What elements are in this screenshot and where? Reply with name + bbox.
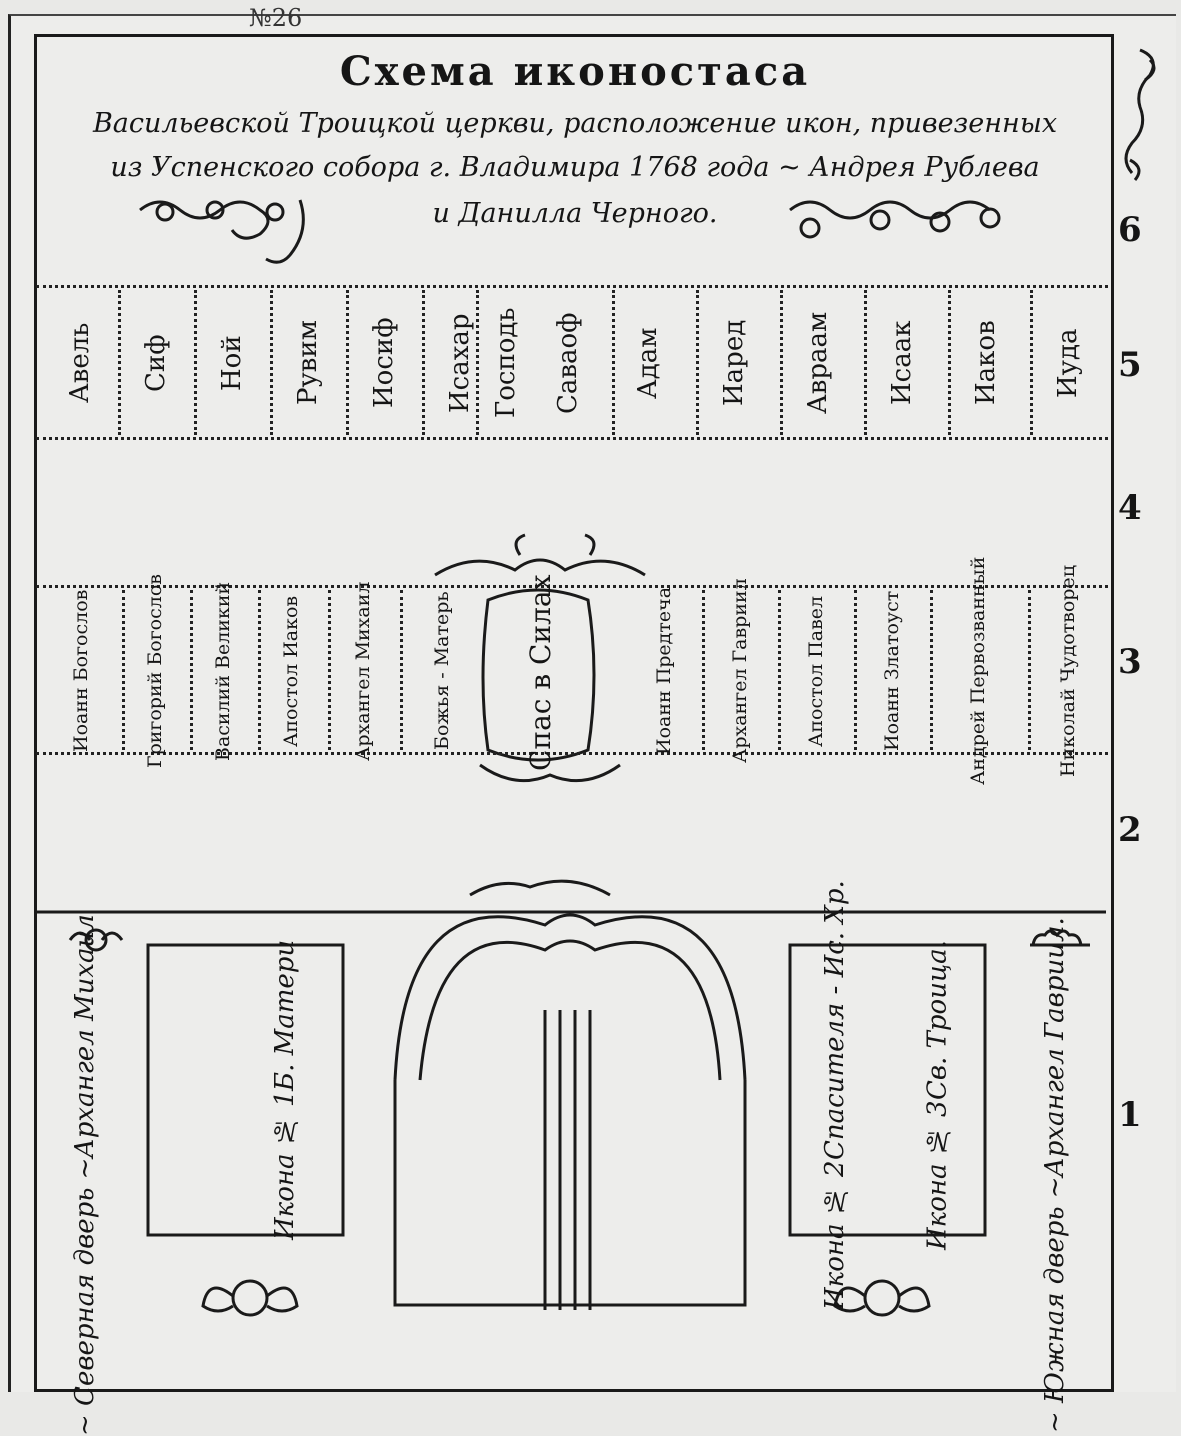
icon3-panel bbox=[890, 940, 985, 1250]
tier3-divider bbox=[328, 590, 331, 750]
tier5-icon: Ной bbox=[217, 335, 247, 391]
title-flourish-left bbox=[140, 200, 303, 262]
tier3-icon: Иоанн Богослов bbox=[70, 589, 92, 753]
tier3-icon: Божья - Матерь bbox=[431, 591, 453, 751]
tier5-icon: Авель bbox=[65, 322, 95, 404]
tier5-icon: Иосиф bbox=[369, 317, 399, 409]
tier5-divider bbox=[696, 290, 699, 435]
tier3-divider bbox=[258, 590, 261, 750]
south-door-caption: ~ Южная дверь ~ bbox=[1040, 1176, 1070, 1434]
tier5-divider bbox=[422, 290, 425, 435]
tier3-icon: Григорий Богослов bbox=[144, 574, 166, 768]
north-door-archangel: Архангел Михаил bbox=[70, 913, 100, 1158]
tier-number-1: 1 bbox=[1118, 1095, 1142, 1135]
subtitle-line-3: и Данилла Черного. bbox=[432, 198, 718, 229]
tier5-icon: Адам bbox=[633, 327, 663, 399]
tier5-icon: Иаред bbox=[719, 319, 749, 407]
tier5-icon: Иаков bbox=[971, 320, 1001, 406]
tier5-icon: Сиф bbox=[141, 334, 171, 392]
tier3-icon: Иоанн Предтеча bbox=[653, 586, 675, 756]
tier3-icon: Апостол Иаков bbox=[280, 595, 302, 747]
icon2-panel bbox=[790, 880, 880, 1310]
tier-number-2: 2 bbox=[1118, 810, 1142, 850]
tier3-divider bbox=[778, 590, 781, 750]
title-flourish-right bbox=[790, 202, 999, 237]
tier3-divider bbox=[122, 590, 125, 750]
tier3-icon: Апостол Павел bbox=[805, 595, 827, 747]
tier3-icon: Василий Великий bbox=[212, 581, 234, 761]
border-scroll-ornament bbox=[1126, 50, 1154, 180]
tier5-divider bbox=[1030, 290, 1033, 435]
tier5-bottom-rule bbox=[36, 437, 1108, 440]
tier5-divider bbox=[864, 290, 867, 435]
icon1-subject: Б. Матери bbox=[270, 939, 300, 1091]
tier5-divider bbox=[270, 290, 273, 435]
tier-number-6: 6 bbox=[1118, 210, 1142, 250]
north-door-panel bbox=[40, 913, 130, 1436]
tier5-icon: Исаак bbox=[887, 320, 917, 406]
tier5-icon: Рувим bbox=[293, 320, 323, 406]
south-door-panel bbox=[1005, 916, 1105, 1434]
page-mark: №26 bbox=[249, 4, 303, 32]
subtitle-line-2: из Успенского собора г. Владимира 1768 года ~ Андрея Рублева bbox=[110, 152, 1040, 183]
tier3-icon: Архангел Гавриил bbox=[729, 578, 751, 764]
tier3-icon: Архангел Михаил bbox=[352, 581, 374, 761]
south-door-archangel: Архангел Гавриил. bbox=[1040, 916, 1070, 1177]
tier5-icon: Господь bbox=[491, 307, 521, 419]
tier-number-4: 4 bbox=[1118, 488, 1142, 528]
tier3-divider bbox=[400, 590, 403, 750]
cherub-left bbox=[203, 1281, 297, 1315]
icon2-number: Икона № 2 bbox=[820, 1160, 850, 1310]
north-door-caption: ~ Северная дверь ~ bbox=[70, 1157, 100, 1436]
tier5-divider bbox=[948, 290, 951, 435]
tier3-center-spas-v-silakh: Спас в Силах bbox=[524, 574, 557, 771]
tier5-icon: Саваоф bbox=[553, 312, 583, 414]
tier3-divider bbox=[854, 590, 857, 750]
icon3-subject: Св. Троица. bbox=[922, 940, 953, 1101]
tier3-bottom-rule bbox=[36, 752, 1108, 755]
tier3-icon: Андрей Первозванный bbox=[967, 556, 989, 786]
tier-number-5: 5 bbox=[1118, 345, 1142, 385]
royal-doors-arch bbox=[395, 881, 745, 1310]
icon1-number: Икона № 1 bbox=[270, 1090, 300, 1241]
tier3-icon: Иоанн Златоуст bbox=[881, 590, 903, 752]
tier5-top-rule bbox=[36, 285, 1108, 288]
icon1-panel bbox=[230, 939, 340, 1241]
tier3-divider bbox=[930, 590, 933, 750]
tier3-divider bbox=[702, 590, 705, 750]
tier3-divider bbox=[190, 590, 193, 750]
tier5-icon: Исахар bbox=[445, 313, 475, 413]
tier3-icon: Николай Чудотворец bbox=[1057, 565, 1079, 777]
tier5-divider bbox=[118, 290, 121, 435]
tier-number-3: 3 bbox=[1118, 642, 1142, 682]
tier5-divider bbox=[612, 290, 615, 435]
subtitle-line-1: Васильевской Троицкой церкви, расположение икон, привезенных bbox=[92, 108, 1058, 139]
icon3-number: Икона № 3 bbox=[922, 1100, 953, 1250]
tier3-divider bbox=[1028, 590, 1031, 750]
tier5-divider bbox=[194, 290, 197, 435]
diagram-title: Схема иконостаса bbox=[339, 48, 811, 95]
tier5-icon: Иуда bbox=[1053, 328, 1083, 398]
tier5-divider bbox=[346, 290, 349, 435]
tier5-icon: Авраам bbox=[803, 311, 833, 415]
tier5-divider bbox=[780, 290, 783, 435]
icon2-subject: Спасителя - Ис. Хр. bbox=[820, 880, 850, 1161]
tier5-divider bbox=[476, 290, 479, 435]
tier3-top-rule bbox=[36, 585, 1108, 588]
